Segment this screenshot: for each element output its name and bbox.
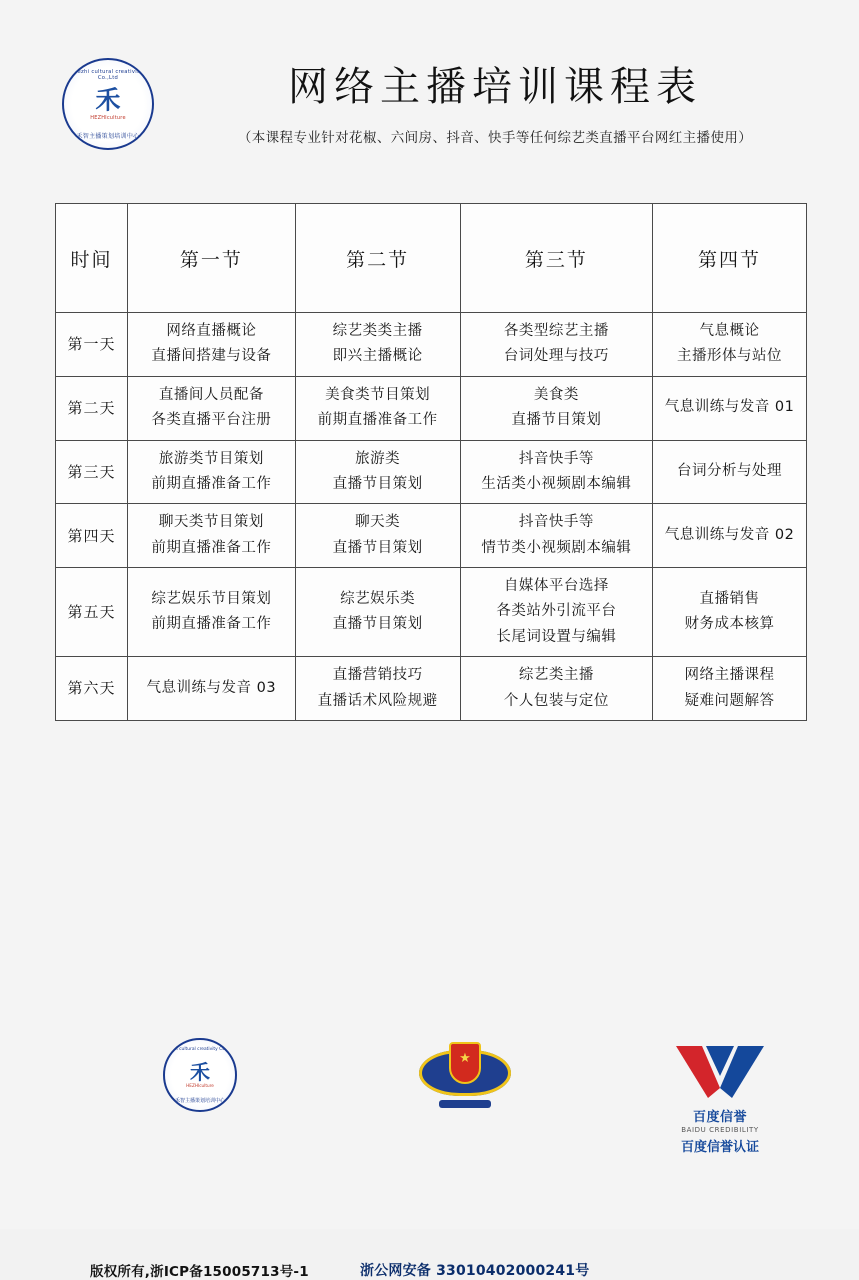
- company-seal-icon: [163, 1038, 237, 1112]
- cell-day4-session3: [460, 504, 652, 568]
- cell-line: 美食类: [533, 386, 579, 403]
- table-row: [56, 376, 807, 440]
- seal-mark-subtext: HEZHIculture: [186, 1083, 214, 1089]
- cell-line: 前期直播准备工作: [151, 616, 272, 633]
- baidu-caption-sub: BAIDU CREDIBILITY: [681, 1126, 759, 1134]
- cell-line: 综艺类主播: [518, 667, 594, 684]
- baidu-caption-certified: 百度信誉认证: [680, 1140, 759, 1155]
- cell-line: 旅游类节目策划: [158, 450, 264, 467]
- page-subtitle: （本课程专业针对花椒、六间房、抖音、快手等任何综艺类直播平台网红主播使用）: [237, 130, 753, 146]
- cell-day3-session3: [460, 440, 652, 504]
- cell-day1-session3: [460, 313, 652, 377]
- cell-line: 气息训练与发音 02: [664, 526, 795, 543]
- cell-line: 财务成本核算: [684, 616, 775, 633]
- cell-line: 即兴主播概论: [332, 348, 423, 365]
- cell-line: 综艺娱乐节目策划: [151, 590, 272, 607]
- table-header-row-group: [56, 204, 807, 313]
- cell-line: 前期直播准备工作: [317, 412, 438, 429]
- column-header-session-4: 第四节: [653, 204, 807, 313]
- column-header-session-1: 第一节: [128, 204, 295, 313]
- seal-ring-bottom-text: 禾智主播策划培训中心: [174, 1098, 225, 1104]
- cell-day1-session2: [295, 313, 460, 377]
- cell-line: 前期直播准备工作: [151, 475, 272, 492]
- schedule-table-wrapper: [55, 203, 807, 721]
- cell-line: 网络直播概论: [166, 323, 257, 339]
- row-day-label: 第五天: [56, 568, 128, 657]
- cell-day2-session2: [295, 376, 460, 440]
- logo-mark-subtext: HEZHIculture: [90, 114, 126, 121]
- cell-day4-session4: [653, 504, 807, 568]
- cell-day3-session2: [295, 440, 460, 504]
- footer-police-badge[interactable]: [400, 1036, 530, 1110]
- column-header-time: 时间: [56, 204, 128, 313]
- cell-line: 抖音快手等: [518, 450, 594, 467]
- cell-line: 前期直播准备工作: [151, 539, 272, 556]
- table-row: [56, 657, 807, 721]
- cell-line: 气息概论: [699, 323, 760, 339]
- cell-day6-session4: [653, 657, 807, 721]
- cell-day5-session3: [460, 568, 652, 657]
- cell-day1-session4: [653, 313, 807, 377]
- cell-line: 直播节目策划: [332, 616, 423, 633]
- cell-line: 直播话术风险规避: [317, 692, 438, 709]
- logo-mark-character: 禾: [95, 85, 121, 115]
- cell-day5-session2: [295, 568, 460, 657]
- seal-mark-character: 禾: [190, 1059, 210, 1084]
- cell-line: 气息训练与发音 03: [146, 679, 277, 696]
- cell-line: 各类型综艺主播: [503, 323, 609, 339]
- table-row: [56, 313, 807, 377]
- cell-line: 聊天类节目策划: [158, 514, 264, 531]
- row-day-label: 第一天: [56, 313, 128, 377]
- emblem-base: [439, 1100, 491, 1108]
- cell-line: 主播形体与站位: [677, 348, 783, 365]
- baidu-credibility-icon: [672, 1042, 768, 1102]
- cell-line: 直播销售: [699, 590, 760, 607]
- cell-line: 聊天类: [355, 514, 401, 531]
- row-day-label: 第六天: [56, 657, 128, 721]
- emblem-shield: [449, 1042, 481, 1084]
- title-block: [185, 62, 805, 146]
- company-logo-seal: [62, 58, 154, 150]
- cell-day3-session4: [653, 440, 807, 504]
- cell-day6-session1: [128, 657, 295, 721]
- cell-line: 直播间人员配备: [158, 386, 264, 403]
- cell-day6-session2: [295, 657, 460, 721]
- table-row: [56, 568, 807, 657]
- copyright-text: 版权所有,浙ICP备15005713号-1: [90, 1264, 309, 1280]
- footer-text-row: [0, 1160, 859, 1280]
- cell-day4-session1: [128, 504, 295, 568]
- cell-line: 直播节目策划: [511, 412, 602, 429]
- cell-line: 直播间搭建与设备: [151, 348, 272, 365]
- cell-day6-session3: [460, 657, 652, 721]
- table-row: [56, 504, 807, 568]
- cell-line: 各类直播平台注册: [151, 412, 272, 429]
- logo-ring-bottom-text: 禾智主播策划培训中心: [76, 133, 140, 140]
- column-header-session-2: 第二节: [295, 204, 460, 313]
- cell-line: 美食类节目策划: [325, 386, 431, 403]
- table-body: [56, 313, 807, 721]
- cell-line: 个人包装与定位: [503, 692, 609, 709]
- schedule-table: [55, 203, 807, 721]
- cell-day5-session4: [653, 568, 807, 657]
- cell-line: 台词分析与处理: [677, 463, 783, 480]
- cell-line: 综艺娱乐类: [340, 590, 416, 607]
- footer-baidu-credibility-badge[interactable]: [645, 1042, 795, 1155]
- cell-line: 抖音快手等: [518, 514, 594, 531]
- baidu-caption: 百度信誉: [692, 1110, 747, 1125]
- cell-day2-session1: [128, 376, 295, 440]
- cell-line: 自媒体平台选择: [503, 578, 609, 594]
- cell-line: 长尾词设置与编辑: [496, 628, 617, 645]
- cell-line: 各类站外引流平台: [496, 603, 617, 620]
- cell-line: 台词处理与技巧: [503, 348, 609, 365]
- table-header-row: [56, 204, 807, 313]
- column-header-session-3: 第三节: [460, 204, 652, 313]
- cell-line: 气息训练与发音 01: [664, 399, 795, 416]
- cell-day2-session3: [460, 376, 652, 440]
- page-title: 网络主播培训课程表: [288, 64, 702, 110]
- emblem-star-icon: ★: [459, 1051, 471, 1066]
- cell-line: 旅游类: [355, 450, 401, 467]
- cell-day1-session1: [128, 313, 295, 377]
- cell-line: 疑难问题解答: [684, 692, 775, 709]
- police-record-text[interactable]: 浙公网安备 33010402000241号: [360, 1263, 590, 1279]
- cell-day4-session2: [295, 504, 460, 568]
- cell-line: 情节类小视频剧本编辑: [481, 539, 632, 556]
- document-header: [0, 0, 859, 175]
- cell-line: 综艺类类主播: [332, 323, 423, 339]
- row-day-label: 第二天: [56, 376, 128, 440]
- row-day-label: 第四天: [56, 504, 128, 568]
- police-emblem-icon: [419, 1036, 511, 1110]
- table-row: [56, 440, 807, 504]
- cell-day3-session1: [128, 440, 295, 504]
- cell-day5-session1: [128, 568, 295, 657]
- cell-line: 生活类小视频剧本编辑: [481, 475, 632, 492]
- document-footer: [0, 1030, 859, 1280]
- logo-ring-top-text: Hezhi cultural creativity Co.,Ltd: [73, 69, 143, 81]
- footer-badges: [0, 1030, 859, 1160]
- row-day-label: 第三天: [56, 440, 128, 504]
- seal-ring-top-text: Hezhi cultural creativity Co.,Ltd: [165, 1047, 235, 1052]
- cell-day2-session4: [653, 376, 807, 440]
- cell-line: 直播节目策划: [332, 475, 423, 492]
- footer-company-seal-badge: [140, 1038, 260, 1112]
- cell-line: 直播节目策划: [332, 539, 423, 556]
- cell-line: 网络主播课程: [684, 667, 775, 684]
- cell-line: 直播营销技巧: [332, 667, 423, 684]
